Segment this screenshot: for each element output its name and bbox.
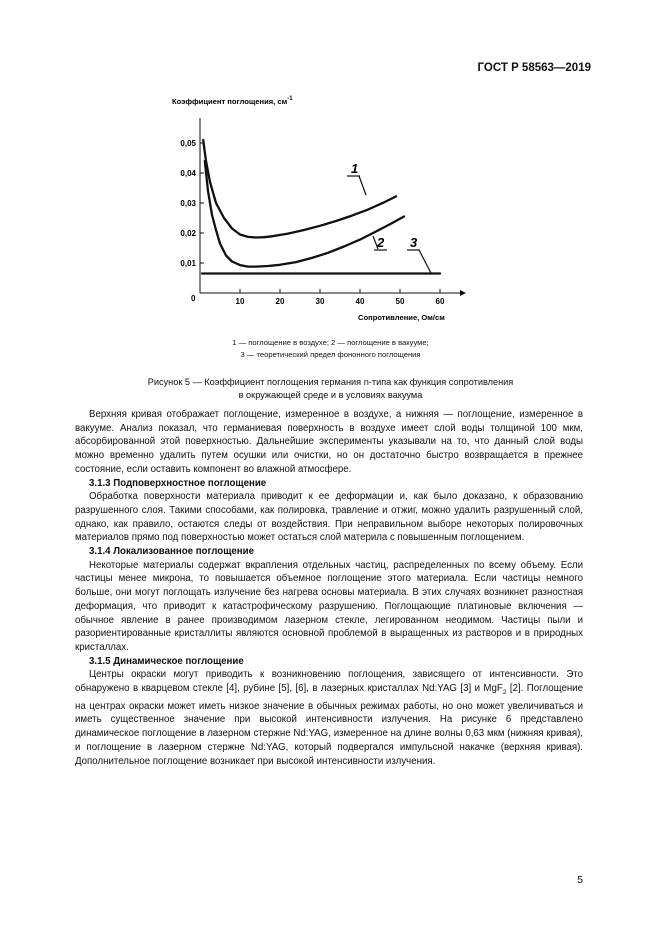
section-heading-3-1-5: 3.1.5 Динамическое поглощение	[89, 655, 244, 667]
y-axis-label-exponent: -1	[287, 96, 293, 102]
body-text	[75, 408, 583, 768]
paragraph-4-part-a: Центры окраски могут приводить к возникновению поглощения, зависящего от интенсивности. Это обнаружено в кварцевом стекле [4], рубине [5], [6], в лазерных кристаллах Nd:YAG [3] и MgF	[75, 669, 583, 695]
y-tick-label: 0,01	[180, 259, 196, 268]
paragraph-4	[75, 668, 583, 768]
x-tick-label: 10	[235, 297, 245, 306]
x-tick-label: 40	[355, 297, 365, 306]
series-label-3-leader	[419, 250, 431, 273]
legend-line-1: 1 — поглощение в воздухе; 2 — поглощение в вакууме;	[232, 338, 429, 347]
x-tick-label: 20	[275, 297, 285, 306]
figure-legend	[0, 337, 661, 361]
series-label-2-text: 2	[377, 235, 385, 250]
x-tick-label: 30	[315, 297, 325, 306]
page-number: 5	[577, 874, 583, 886]
series-line-1	[203, 140, 396, 238]
y-tick-label: 0,03	[180, 199, 196, 208]
y-tick-label: 0,04	[180, 169, 196, 178]
x-tick-label: 60	[435, 297, 445, 306]
paragraph-1: Верхняя кривая отображает поглощение, измеренное в воздухе, а нижняя — поглощение, измеренное в вакууме. Анализ показал, что германиевая поверхность в воздухе имеет слой воды толщиной 100 мкм, абсорбированной этой поверхностью. Дальнейшие эксперименты указывали на то, что данный слой воды можно временно удалить путем осушки или очистки, но он достаточно быстро возвращается в прежнее состояние, если оставить компонент во влажной атмосфере.	[75, 409, 583, 475]
x-axis-label: Сопротивление, Ом/см	[358, 313, 445, 322]
series-label-3	[407, 235, 431, 273]
document-header: ГОСТ Р 58563—2019	[477, 62, 591, 74]
series-label-3-text: 3	[410, 235, 418, 250]
caption-line-1: Рисунок 5 — Коэффициент поглощения германия n-типа как функция сопротивления	[147, 377, 514, 387]
caption-line-2: в окружающей среде и в условиях вакуума	[238, 390, 423, 400]
paragraph-3: Некоторые материалы содержат вкрапления отдельных частиц, распределенных по всему объему. Если частицы менее микрона, то повышается объемное поглощение этого материала. Если частицы немного больше, они могут поглощать излучение без нагрева основы материала. В этих случаях возникнет разностная деформация, что приводит к катастрофическому разрушению. Поглощающие платиновые включения — обычное явление в ранее производимом лазерном стекле, легированном неодимом. Частицы пыли и разориентированные кристаллиты являются основной проблемой в выращенных из растворов и в природных кристаллах.	[75, 559, 583, 653]
absorption-chart	[160, 88, 470, 328]
figure-caption	[0, 376, 661, 402]
legend-line-2: 3 — теоретический предел фононного поглощения	[240, 350, 421, 359]
series-label-1-text: 1	[351, 161, 359, 176]
y-tick-label: 0,02	[180, 229, 196, 238]
paragraph-2: Обработка поверхности материала приводит к ее деформации и, как было доказано, к образованию разрушенного слоя. Такими способами, как полировка, травление и отжиг, можно удалить разрушенный слой, однако, как правило, остаются следы от воздействия. При неправильном выборе некоторых полировочных материалов прямо под поверхностью может остаться слой материла с повышенным поглощением.	[75, 491, 583, 544]
y-axis-label: Коэффициент поглощения, $см^{-1}$	[172, 96, 293, 106]
y-tick-label: 0,05	[180, 139, 196, 148]
x-tick-label: 50	[395, 297, 405, 306]
x-axis-arrow	[460, 290, 466, 296]
section-heading-3-1-3: 3.1.3 Подповерхностное поглощение	[89, 477, 267, 489]
mgf2-subscript: 2	[502, 689, 507, 696]
origin-label: 0	[191, 294, 196, 303]
paragraph-4-part-b: [2]. Поглощение на центрах окраски может иметь низкое значение в обычных режимах работы, но оно может увеличиваться и иметь существенное значение при высокой интенсивности излучения. На рисунке 6 представлено динамическое поглощение в лазерном стержне Nd:YAG, измеренное на длине волны 0,63 мкм (нижняя кривая), и поглощение в лазерном стержне Nd:YAG, который подвергался импульсной накачке (верхняя кривая). Дополнительное поглощение возникает при высокой интенсивности излучения.	[75, 683, 583, 767]
series-label-2	[373, 235, 387, 250]
section-heading-3-1-4: 3.1.4 Локализованное поглощение	[89, 546, 254, 558]
series-line-2	[205, 161, 404, 267]
series-label-1-leader	[359, 176, 366, 195]
series-label-1	[347, 161, 366, 195]
